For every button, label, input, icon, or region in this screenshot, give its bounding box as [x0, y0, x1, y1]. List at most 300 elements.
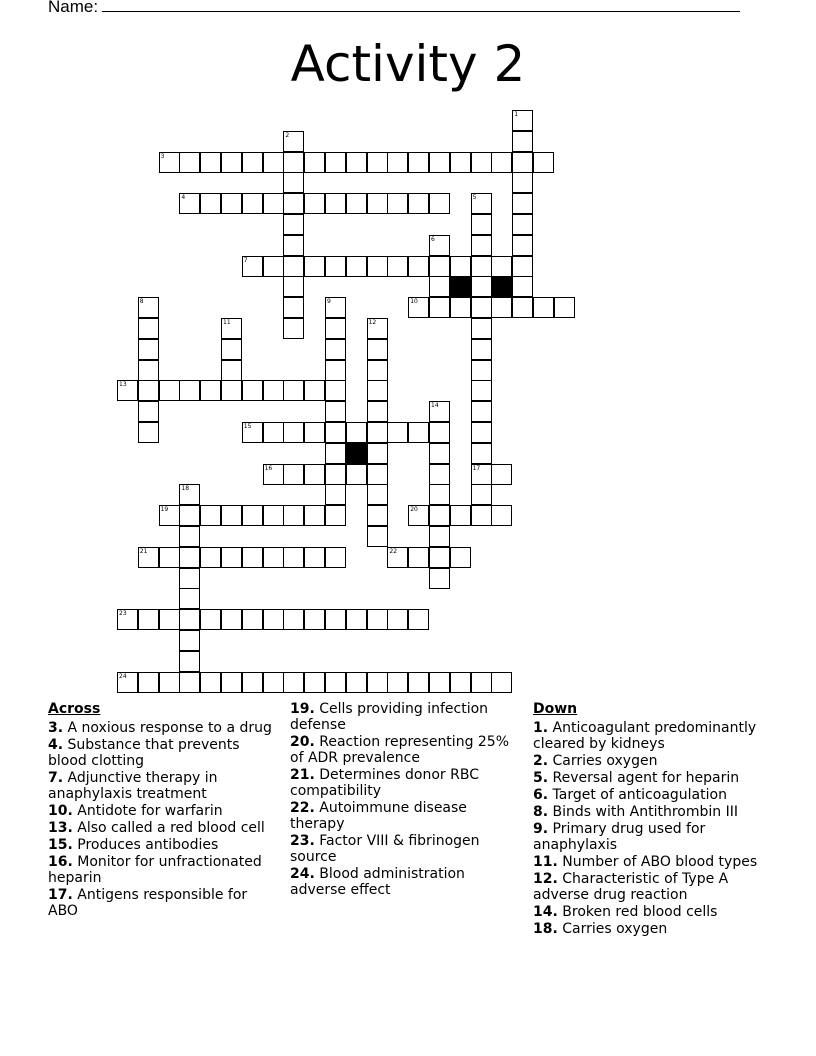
- grid-cell[interactable]: [221, 152, 242, 173]
- grid-cell[interactable]: [263, 380, 284, 401]
- clue-item: [533, 854, 773, 870]
- grid-cell[interactable]: [179, 484, 200, 505]
- grid-cell[interactable]: [491, 505, 512, 526]
- grid-cell[interactable]: [533, 152, 554, 173]
- cell-number: 21: [139, 547, 148, 555]
- grid-cell[interactable]: [471, 318, 492, 339]
- cell-number: 13: [119, 381, 127, 389]
- clue-number: 7.: [48, 770, 64, 786]
- grid-cell[interactable]: [242, 152, 263, 173]
- grid-cell[interactable]: [471, 464, 492, 485]
- across-heading: Across: [48, 701, 101, 717]
- cell-number: 2: [285, 131, 290, 139]
- grid-cell[interactable]: [221, 318, 242, 339]
- grid-cell[interactable]: [283, 152, 304, 173]
- grid-cell[interactable]: [325, 360, 346, 381]
- grid-cell[interactable]: [283, 547, 304, 568]
- grid-cell[interactable]: [429, 193, 450, 214]
- grid-cell[interactable]: [325, 547, 346, 568]
- grid-cell[interactable]: [179, 547, 200, 568]
- grid-cell[interactable]: [138, 360, 159, 381]
- grid-cell[interactable]: [471, 360, 492, 381]
- grid-cell[interactable]: [179, 526, 200, 547]
- clue-text: Produces antibodies: [77, 837, 219, 853]
- clue-text: Antidote for warfarin: [77, 803, 223, 819]
- cell-number: 22: [389, 547, 398, 555]
- grid-cell[interactable]: [283, 256, 304, 277]
- grid-cell[interactable]: [179, 651, 200, 672]
- cell-number: 16: [264, 464, 273, 472]
- cell-number: 1: [514, 111, 519, 118]
- grid-cell[interactable]: [283, 214, 304, 235]
- grid-cell[interactable]: [408, 609, 429, 630]
- grid-cell[interactable]: [554, 297, 575, 318]
- grid-cell[interactable]: [429, 297, 450, 318]
- grid-cell[interactable]: [387, 152, 408, 173]
- clue-text: Number of ABO blood types: [562, 854, 758, 870]
- grid-cell[interactable]: [367, 484, 388, 505]
- cell-number: 9: [327, 298, 331, 306]
- grid-cell[interactable]: [450, 505, 471, 526]
- cell-number: 3: [160, 152, 165, 160]
- grid-cell[interactable]: [138, 318, 159, 339]
- grid-cell[interactable]: [325, 380, 346, 401]
- grid-cell[interactable]: [263, 422, 284, 443]
- grid-cell[interactable]: [367, 380, 388, 401]
- cell-number: 4: [181, 194, 186, 202]
- grid-cell[interactable]: [242, 193, 263, 214]
- clue-number: 17.: [48, 887, 73, 903]
- clue-item: [290, 800, 520, 832]
- clue-item: [48, 854, 278, 886]
- grid-cell[interactable]: [200, 193, 221, 214]
- grid-cell[interactable]: [367, 443, 388, 464]
- cell-number: 8: [139, 298, 144, 306]
- grid-cell[interactable]: [429, 547, 450, 568]
- clue-number: 8.: [533, 804, 549, 820]
- clue-number: 5.: [533, 770, 549, 786]
- grid-cell[interactable]: [138, 380, 159, 401]
- grid-cell[interactable]: [429, 568, 450, 589]
- grid-cell[interactable]: [283, 276, 304, 297]
- grid-cell[interactable]: [367, 193, 388, 214]
- grid-cell[interactable]: [429, 484, 450, 505]
- grid-cell[interactable]: [304, 547, 325, 568]
- down-clues-column: [533, 701, 773, 938]
- grid-cell[interactable]: [263, 152, 284, 173]
- grid-cell[interactable]: [491, 152, 512, 173]
- grid-block: [491, 276, 512, 297]
- grid-cell[interactable]: [283, 172, 304, 193]
- name-label: Name:: [48, 0, 99, 16]
- grid-cell[interactable]: [283, 297, 304, 318]
- grid-cell[interactable]: [179, 193, 200, 214]
- grid-cell[interactable]: [367, 256, 388, 277]
- cell-number: 12: [368, 319, 377, 326]
- grid-cell[interactable]: [367, 464, 388, 485]
- grid-cell[interactable]: [304, 672, 325, 693]
- clue-text: Blood administration adverse effect: [290, 866, 465, 898]
- grid-cell[interactable]: [283, 672, 304, 693]
- grid-cell[interactable]: [450, 152, 471, 173]
- grid-cell[interactable]: [367, 526, 388, 547]
- grid-cell[interactable]: [429, 401, 450, 422]
- clue-number: 20.: [290, 734, 315, 750]
- grid-cell[interactable]: [179, 380, 200, 401]
- grid-cell[interactable]: [471, 505, 492, 526]
- grid-cell[interactable]: [387, 609, 408, 630]
- clue-item: [290, 701, 520, 733]
- grid-cell[interactable]: [159, 547, 180, 568]
- grid-cell[interactable]: [346, 256, 367, 277]
- grid-cell[interactable]: [325, 256, 346, 277]
- grid-cell[interactable]: [263, 256, 284, 277]
- grid-cell[interactable]: [283, 193, 304, 214]
- clue-number: 24.: [290, 866, 315, 882]
- grid-cell[interactable]: [450, 297, 471, 318]
- grid-cell[interactable]: [325, 422, 346, 443]
- grid-cell[interactable]: [450, 672, 471, 693]
- clue-number: 13.: [48, 820, 73, 836]
- grid-cell[interactable]: [242, 380, 263, 401]
- grid-cell[interactable]: [471, 401, 492, 422]
- clue-number: 11.: [533, 854, 558, 870]
- grid-cell[interactable]: [471, 214, 492, 235]
- grid-cell[interactable]: [367, 505, 388, 526]
- grid-cell[interactable]: [263, 609, 284, 630]
- grid-cell[interactable]: [471, 193, 492, 214]
- clue-text: Carries oxygen: [562, 921, 668, 937]
- grid-cell[interactable]: [512, 214, 533, 235]
- grid-cell[interactable]: [117, 609, 138, 630]
- cell-number: 18: [181, 485, 190, 493]
- clue-item: [290, 734, 520, 766]
- cell-number: 11: [223, 319, 231, 326]
- grid-cell[interactable]: [325, 152, 346, 173]
- clue-text: A noxious response to a drug: [67, 720, 272, 736]
- grid-cell[interactable]: [200, 547, 221, 568]
- clue-text: Binds with Antithrombin III: [552, 804, 738, 820]
- cell-number: 19: [160, 506, 169, 514]
- grid-cell[interactable]: [325, 505, 346, 526]
- grid-cell[interactable]: [387, 422, 408, 443]
- grid-cell[interactable]: [304, 609, 325, 630]
- grid-cell[interactable]: [450, 547, 471, 568]
- clue-number: 19.: [290, 701, 315, 717]
- grid-block: [346, 443, 367, 464]
- grid-cell[interactable]: [200, 152, 221, 173]
- grid-cell[interactable]: [471, 276, 492, 297]
- grid-cell[interactable]: [221, 672, 242, 693]
- grid-cell[interactable]: [346, 464, 367, 485]
- grid-cell[interactable]: [346, 609, 367, 630]
- grid-cell[interactable]: [304, 256, 325, 277]
- grid-cell[interactable]: [346, 193, 367, 214]
- grid-cell[interactable]: [408, 256, 429, 277]
- grid-cell[interactable]: [179, 152, 200, 173]
- grid-cell[interactable]: [367, 609, 388, 630]
- grid-cell[interactable]: [325, 484, 346, 505]
- grid-cell[interactable]: [325, 672, 346, 693]
- grid-cell[interactable]: [408, 505, 429, 526]
- clue-number: 9.: [533, 821, 549, 837]
- clue-text: Reversal agent for heparin: [552, 770, 740, 786]
- grid-cell[interactable]: [471, 443, 492, 464]
- grid-cell[interactable]: [408, 547, 429, 568]
- grid-cell[interactable]: [512, 256, 533, 277]
- grid-cell[interactable]: [242, 547, 263, 568]
- grid-cell[interactable]: [491, 297, 512, 318]
- clue-item: [48, 720, 278, 736]
- grid-cell[interactable]: [304, 380, 325, 401]
- grid-cell[interactable]: [471, 380, 492, 401]
- grid-cell[interactable]: [367, 152, 388, 173]
- grid-cell[interactable]: [325, 464, 346, 485]
- clue-number: 6.: [533, 787, 549, 803]
- grid-cell[interactable]: [283, 464, 304, 485]
- grid-cell[interactable]: [346, 152, 367, 173]
- grid-cell[interactable]: [387, 672, 408, 693]
- clue-number: 22.: [290, 800, 315, 816]
- grid-cell[interactable]: [512, 110, 533, 131]
- grid-cell[interactable]: [512, 193, 533, 214]
- grid-block: [450, 276, 471, 297]
- grid-cell[interactable]: [200, 380, 221, 401]
- grid-cell[interactable]: [471, 339, 492, 360]
- grid-cell[interactable]: [387, 193, 408, 214]
- cell-number: 5: [472, 194, 477, 202]
- grid-cell[interactable]: [367, 360, 388, 381]
- clue-item: [48, 737, 278, 769]
- grid-cell[interactable]: [408, 672, 429, 693]
- grid-cell[interactable]: [346, 422, 367, 443]
- grid-cell[interactable]: [159, 505, 180, 526]
- clue-item: [533, 871, 773, 903]
- grid-cell[interactable]: [387, 547, 408, 568]
- grid-cell[interactable]: [512, 131, 533, 152]
- grid-cell[interactable]: [117, 380, 138, 401]
- down-heading: Down: [533, 701, 578, 717]
- grid-cell[interactable]: [200, 505, 221, 526]
- grid-cell[interactable]: [159, 609, 180, 630]
- grid-cell[interactable]: [283, 505, 304, 526]
- grid-cell[interactable]: [221, 339, 242, 360]
- grid-cell[interactable]: [304, 422, 325, 443]
- clue-number: 16.: [48, 854, 73, 870]
- grid-cell[interactable]: [367, 318, 388, 339]
- grid-cell[interactable]: [367, 401, 388, 422]
- grid-cell[interactable]: [367, 672, 388, 693]
- grid-cell[interactable]: [367, 339, 388, 360]
- clue-text: Determines donor RBC compatibility: [290, 767, 479, 799]
- grid-cell[interactable]: [179, 630, 200, 651]
- grid-cell[interactable]: [200, 609, 221, 630]
- grid-cell[interactable]: [138, 401, 159, 422]
- grid-cell[interactable]: [471, 256, 492, 277]
- grid-cell[interactable]: [221, 360, 242, 381]
- clue-text: Broken red blood cells: [562, 904, 718, 920]
- grid-cell[interactable]: [429, 526, 450, 547]
- across-clues-column-1: [48, 701, 278, 920]
- clue-text: Also called a red blood cell: [77, 820, 265, 836]
- clue-text: Carries oxygen: [552, 753, 658, 769]
- grid-cell[interactable]: [242, 672, 263, 693]
- page-title: Activity 2: [290, 35, 526, 93]
- clue-text: Primary drug used for anaphylaxis: [533, 821, 706, 853]
- grid-cell[interactable]: [283, 609, 304, 630]
- grid-cell[interactable]: [471, 152, 492, 173]
- grid-cell[interactable]: [325, 339, 346, 360]
- clue-number: 12.: [533, 871, 558, 887]
- grid-cell[interactable]: [283, 380, 304, 401]
- clue-item: [533, 804, 773, 820]
- grid-cell[interactable]: [200, 672, 221, 693]
- clue-number: 4.: [48, 737, 64, 753]
- cell-number: 14: [431, 402, 439, 410]
- grid-cell[interactable]: [429, 152, 450, 173]
- grid-cell[interactable]: [512, 276, 533, 297]
- grid-cell[interactable]: [408, 193, 429, 214]
- grid-cell[interactable]: [429, 256, 450, 277]
- grid-cell[interactable]: [471, 235, 492, 256]
- grid-cell[interactable]: [491, 464, 512, 485]
- cell-number: 20: [410, 506, 418, 514]
- across-clues-column-2: [290, 701, 520, 899]
- clue-number: 15.: [48, 837, 73, 853]
- clue-text: Target of anticoagulation: [552, 787, 727, 803]
- grid-cell[interactable]: [179, 609, 200, 630]
- clue-item: [48, 837, 278, 853]
- clue-text: Characteristic of Type A adverse drug reaction: [533, 871, 729, 903]
- cell-number: 6: [431, 235, 435, 243]
- grid-cell[interactable]: [138, 297, 159, 318]
- grid-cell[interactable]: [471, 484, 492, 505]
- grid-cell[interactable]: [471, 422, 492, 443]
- grid-cell[interactable]: [159, 152, 180, 173]
- clue-number: 18.: [533, 921, 558, 937]
- grid-cell[interactable]: [138, 422, 159, 443]
- clue-number: 14.: [533, 904, 558, 920]
- grid-cell[interactable]: [179, 505, 200, 526]
- grid-cell[interactable]: [159, 380, 180, 401]
- grid-cell[interactable]: [263, 505, 284, 526]
- grid-cell[interactable]: [429, 235, 450, 256]
- grid-cell[interactable]: [429, 443, 450, 464]
- grid-cell[interactable]: [263, 547, 284, 568]
- grid-cell[interactable]: [159, 672, 180, 693]
- grid-cell[interactable]: [263, 464, 284, 485]
- grid-cell[interactable]: [325, 297, 346, 318]
- grid-cell[interactable]: [221, 505, 242, 526]
- clue-item: [290, 767, 520, 799]
- grid-cell[interactable]: [263, 672, 284, 693]
- grid-cell[interactable]: [304, 464, 325, 485]
- grid-cell[interactable]: [117, 672, 138, 693]
- clue-text: Substance that prevents blood clotting: [48, 737, 240, 769]
- grid-cell[interactable]: [429, 464, 450, 485]
- grid-cell[interactable]: [429, 276, 450, 297]
- grid-cell[interactable]: [242, 505, 263, 526]
- clue-item: [290, 833, 520, 865]
- grid-cell[interactable]: [450, 256, 471, 277]
- clue-item: [533, 720, 773, 752]
- grid-cell[interactable]: [325, 443, 346, 464]
- grid-cell[interactable]: [491, 256, 512, 277]
- clue-item: [48, 803, 278, 819]
- grid-cell[interactable]: [304, 505, 325, 526]
- cell-number: 7: [243, 256, 248, 264]
- cell-number: 24: [119, 672, 127, 680]
- grid-cell[interactable]: [179, 568, 200, 589]
- grid-cell[interactable]: [221, 193, 242, 214]
- grid-cell[interactable]: [325, 318, 346, 339]
- clue-item: [533, 921, 773, 937]
- grid-cell[interactable]: [512, 152, 533, 173]
- grid-cell[interactable]: [138, 339, 159, 360]
- clue-text: Monitor for unfractionated heparin: [48, 854, 262, 886]
- grid-cell[interactable]: [283, 235, 304, 256]
- clue-number: 23.: [290, 833, 315, 849]
- grid-cell[interactable]: [138, 672, 159, 693]
- grid-cell[interactable]: [471, 297, 492, 318]
- grid-cell[interactable]: [138, 547, 159, 568]
- cell-number: 15: [243, 423, 252, 430]
- grid-cell[interactable]: [263, 193, 284, 214]
- grid-cell[interactable]: [138, 609, 159, 630]
- grid-cell[interactable]: [325, 401, 346, 422]
- grid-cell[interactable]: [325, 609, 346, 630]
- grid-cell[interactable]: [221, 547, 242, 568]
- grid-cell[interactable]: [429, 672, 450, 693]
- clue-item: [48, 770, 278, 802]
- grid-cell[interactable]: [491, 672, 512, 693]
- grid-cell[interactable]: [429, 505, 450, 526]
- grid-cell[interactable]: [387, 256, 408, 277]
- clue-number: 3.: [48, 720, 64, 736]
- grid-cell[interactable]: [533, 297, 554, 318]
- grid-cell[interactable]: [221, 609, 242, 630]
- grid-cell[interactable]: [179, 672, 200, 693]
- clue-item: [48, 887, 278, 919]
- grid-cell[interactable]: [242, 256, 263, 277]
- grid-cell[interactable]: [179, 588, 200, 609]
- grid-cell[interactable]: [221, 380, 242, 401]
- clue-item: [533, 904, 773, 920]
- grid-cell[interactable]: [408, 152, 429, 173]
- clue-number: 21.: [290, 767, 315, 783]
- grid-cell[interactable]: [408, 422, 429, 443]
- grid-cell[interactable]: [325, 193, 346, 214]
- grid-cell[interactable]: [512, 235, 533, 256]
- clue-number: 10.: [48, 803, 73, 819]
- clue-text: Reaction representing 25% of ADR prevalence: [290, 734, 510, 766]
- grid-cell[interactable]: [471, 672, 492, 693]
- grid-cell[interactable]: [283, 422, 304, 443]
- grid-cell[interactable]: [283, 318, 304, 339]
- grid-cell[interactable]: [429, 422, 450, 443]
- grid-cell[interactable]: [367, 422, 388, 443]
- grid-cell[interactable]: [304, 193, 325, 214]
- grid-cell[interactable]: [512, 172, 533, 193]
- grid-cell[interactable]: [242, 422, 263, 443]
- grid-cell[interactable]: [346, 672, 367, 693]
- clue-item: [48, 820, 278, 836]
- grid-cell[interactable]: [512, 297, 533, 318]
- grid-cell[interactable]: [283, 131, 304, 152]
- grid-cell[interactable]: [304, 152, 325, 173]
- grid-cell[interactable]: [408, 297, 429, 318]
- grid-cell[interactable]: [242, 609, 263, 630]
